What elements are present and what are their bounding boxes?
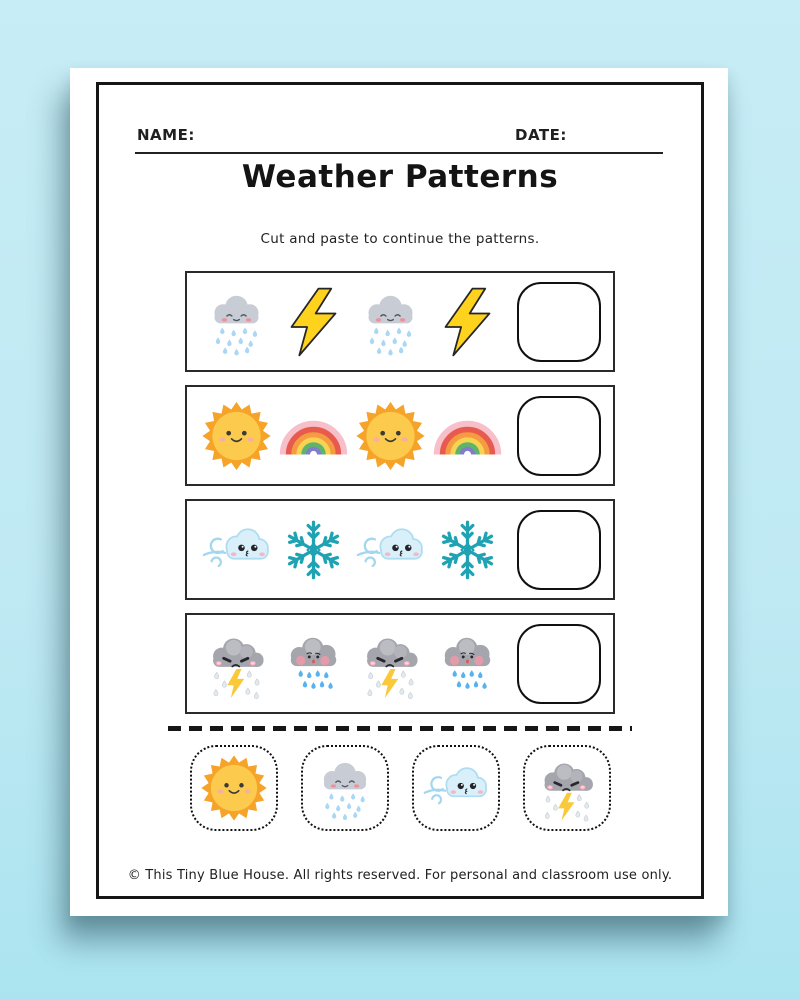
answer-box xyxy=(517,624,601,704)
answer-box xyxy=(517,510,601,590)
snowflake-icon xyxy=(278,505,349,595)
page-border-frame xyxy=(96,82,704,899)
cut-piece-storm-cloud xyxy=(523,745,611,831)
pattern-sequence xyxy=(201,391,503,481)
name-label: NAME: xyxy=(137,126,195,144)
storm-cloud-icon xyxy=(533,753,601,823)
rain-cloud-icon xyxy=(311,753,379,823)
dashed-cut-line xyxy=(168,726,632,731)
wind-cloud-icon xyxy=(355,505,426,595)
storm-cloud-icon xyxy=(201,619,272,709)
drizzle-cloud-icon xyxy=(278,619,349,709)
pattern-sequence xyxy=(201,505,503,595)
cutout-pieces-row xyxy=(99,745,701,831)
snowflake-icon xyxy=(432,505,503,595)
cut-piece-wind-cloud xyxy=(412,745,500,831)
pattern-sequence xyxy=(201,277,503,367)
page-title: Weather Patterns xyxy=(241,159,559,195)
wind-cloud-icon xyxy=(201,505,272,595)
instructions-text: Cut and paste to continue the patterns. xyxy=(260,231,540,247)
pattern-sequence xyxy=(201,619,503,709)
answer-box xyxy=(517,282,601,362)
copyright-footer: © This Tiny Blue House. All rights reserved. For personal and classroom use only. xyxy=(127,868,673,883)
pattern-row-storm-drizzle xyxy=(185,613,615,714)
pattern-row-sun-rainbow xyxy=(185,385,615,486)
storm-cloud-icon xyxy=(355,619,426,709)
rainbow-icon xyxy=(278,391,349,481)
pattern-rows-container xyxy=(185,271,615,714)
lightning-icon xyxy=(432,277,503,367)
wind-cloud-icon xyxy=(422,753,490,823)
rain-cloud-icon xyxy=(201,277,272,367)
cut-piece-rain-cloud xyxy=(301,745,389,831)
sun-icon xyxy=(201,391,272,481)
pattern-row-wind-snowflake xyxy=(185,499,615,600)
pattern-row-rain-lightning xyxy=(185,271,615,372)
date-label: DATE: xyxy=(515,126,567,144)
lightning-icon xyxy=(278,277,349,367)
cut-piece-sun xyxy=(190,745,278,831)
rainbow-icon xyxy=(432,391,503,481)
sun-icon xyxy=(200,753,268,823)
name-date-header xyxy=(135,124,663,154)
drizzle-cloud-icon xyxy=(432,619,503,709)
sun-icon xyxy=(355,391,426,481)
worksheet-page xyxy=(70,68,728,916)
rain-cloud-icon xyxy=(355,277,426,367)
answer-box xyxy=(517,396,601,476)
